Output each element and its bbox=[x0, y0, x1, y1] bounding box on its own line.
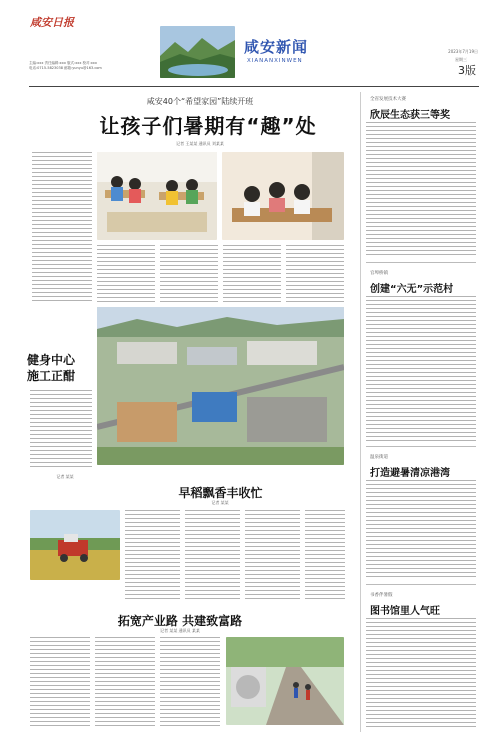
side-story-title-line2: 施工正酣 bbox=[26, 369, 75, 383]
issue-date: 2023年7月19日 bbox=[448, 49, 478, 54]
right-divider-1 bbox=[366, 262, 476, 263]
road-workers-photo bbox=[226, 637, 344, 725]
lead-byline: 记者 王某某 通讯员 刘某某 bbox=[176, 141, 224, 146]
header-info-line1: 主编:xxx 责任编辑:xxx 版式:xxx 校对:xxx bbox=[29, 61, 97, 65]
masthead-logo: 咸安日报 bbox=[30, 16, 74, 29]
rice-body-col1 bbox=[125, 510, 180, 600]
side-story-title bbox=[25, 352, 77, 384]
right-divider-3 bbox=[366, 584, 476, 585]
section-title: 咸安新闻 bbox=[244, 38, 309, 56]
right-story-3-title: 打造避暑清凉港湾 bbox=[370, 468, 450, 479]
side-story-byline: 记者 某某 bbox=[56, 474, 74, 479]
page-number: 3版 bbox=[458, 64, 476, 77]
side-story-body bbox=[30, 390, 92, 470]
lead-body-col4 bbox=[223, 245, 281, 302]
rice-body-col4 bbox=[305, 510, 345, 600]
right-story-3-kicker: 温泉街道 bbox=[370, 455, 388, 460]
industry-story-byline: 记者 某某 通讯员 某某 bbox=[160, 628, 200, 633]
lead-body-col3 bbox=[160, 245, 218, 302]
right-story-1-body bbox=[366, 122, 476, 257]
right-story-2-title: 创建“六无”示范村 bbox=[370, 284, 454, 295]
lead-body-col1 bbox=[32, 152, 92, 302]
header-info bbox=[29, 61, 149, 71]
industry-story-title: 拓宽产业路 共建致富路 bbox=[117, 614, 243, 628]
children-activity-photo bbox=[222, 152, 344, 240]
lead-headline: 让孩子们暑期有“趣”处 bbox=[99, 114, 317, 138]
header-divider bbox=[29, 86, 479, 87]
classroom-photo bbox=[97, 152, 217, 240]
harvester-photo bbox=[30, 510, 120, 580]
lead-subtitle: 咸安40个“希望家园”陆续开班 bbox=[146, 97, 254, 106]
right-story-4-kicker: 书香伴暑假 bbox=[370, 593, 393, 598]
right-story-1-title: 欣辰生态获三等奖 bbox=[370, 110, 450, 121]
rice-body-col3 bbox=[245, 510, 300, 600]
industry-body-col2 bbox=[95, 637, 155, 727]
lead-body-col5 bbox=[286, 245, 344, 302]
rice-story-byline: 记者 某某 bbox=[211, 500, 229, 505]
side-story-title-line1: 健身中心 bbox=[26, 353, 75, 367]
right-divider-2 bbox=[366, 446, 476, 447]
industry-body-col3 bbox=[160, 637, 220, 727]
industry-body-col1 bbox=[30, 637, 90, 727]
right-story-2-body bbox=[366, 296, 476, 441]
right-story-4-title: 图书馆里人气旺 bbox=[370, 606, 440, 617]
rice-story-title: 早稻飘香丰收忙 bbox=[178, 486, 263, 500]
section-pinyin: XIANANXINWEN bbox=[247, 58, 303, 64]
rice-body-col2 bbox=[185, 510, 240, 600]
right-story-3-body bbox=[366, 480, 476, 580]
header-landscape-photo bbox=[160, 26, 235, 78]
right-story-2-kicker: 官埠桥镇 bbox=[370, 271, 388, 276]
weekday-label: 星期三 bbox=[455, 57, 467, 62]
column-divider bbox=[360, 92, 361, 732]
aerial-construction-photo bbox=[97, 307, 344, 465]
header-info-line2: 电话:0715-5823038 邮箱:yunyu@163.com bbox=[29, 66, 102, 70]
right-story-4-body bbox=[366, 618, 476, 728]
lead-body-col2 bbox=[97, 245, 155, 302]
right-story-1-kicker: 全省发展技术大赛 bbox=[370, 97, 406, 102]
